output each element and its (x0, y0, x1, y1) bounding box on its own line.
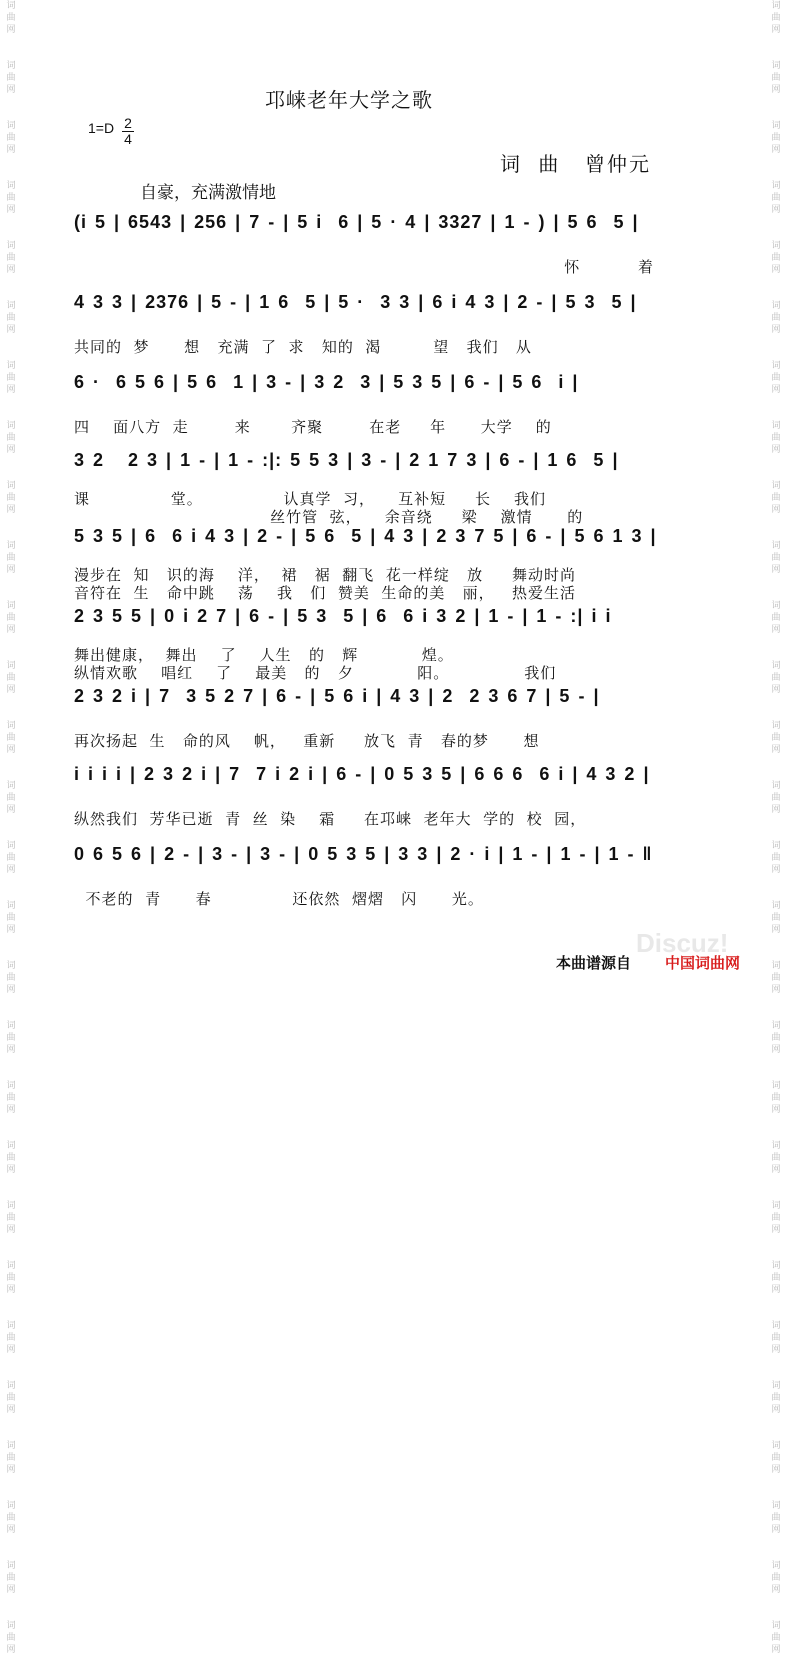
staff-line-2 (60, 292, 720, 372)
watermark-text: 词 曲 网 (771, 301, 781, 335)
watermark-text: 词 曲 网 (6, 1201, 16, 1235)
watermark-left-column (2, 0, 20, 1655)
staff-line-8 (60, 764, 720, 844)
staff-line-9 (60, 844, 720, 924)
watermark-text: 词 曲 网 (771, 1441, 781, 1475)
watermark-text: 词 曲 网 (6, 1, 16, 35)
staff-lyric-verse2: 音符在 生 命中跳 荡 我 们 赞美 生命的美 丽， 热爱生活 (74, 584, 576, 602)
staff-lyric-verse1: 舞出健康， 舞出 了 人生 的 辉 煌。 (74, 646, 454, 664)
watermark-text: 词 曲 网 (771, 1381, 781, 1415)
key-signature: 1=D (88, 120, 115, 136)
staff-notes: 2 3 5 5 | 0 i 2 7 | 6 - | 5 3 5 | 6 6 i 3 2 | 1 - | 1 - :| i i (74, 606, 612, 626)
watermark-text: 词 曲 网 (771, 421, 781, 455)
staff-lyric: 共同的 梦 想 充满 了 求 知的 渴 望 我们 从 (74, 338, 532, 356)
time-signature-numerator: 2 (122, 116, 134, 132)
watermark-text: 词 曲 网 (771, 1321, 781, 1355)
watermark-text: 词 曲 网 (6, 1321, 16, 1355)
watermark-text: 词 曲 网 (771, 1141, 781, 1175)
watermark-text: 词 曲 网 (771, 1081, 781, 1115)
watermark-text: 词 曲 网 (6, 361, 16, 395)
watermark-text: 词 曲 网 (771, 541, 781, 575)
watermark-text: 词 曲 网 (6, 721, 16, 755)
staff-lyric-verse1: 漫步在 知 识的海 洋， 裙 裾 翻飞 花一样绽 放 舞动时尚 (74, 566, 576, 584)
staff-lyric: 四 面八方 走 来 齐聚 在老 年 大学 的 (74, 418, 552, 436)
watermark-text: 词 曲 网 (6, 1141, 16, 1175)
watermark-text: 词 曲 网 (771, 481, 781, 515)
time-signature (122, 116, 134, 147)
watermark-text: 词 曲 网 (6, 481, 16, 515)
watermark-text: 词 曲 网 (6, 1561, 16, 1595)
watermark-text: 词 曲 网 (771, 601, 781, 635)
watermark-right-column (767, 0, 785, 1655)
watermark-text: 词 曲 网 (771, 781, 781, 815)
watermark-text: 词 曲 网 (771, 721, 781, 755)
watermark-text: 词 曲 网 (6, 601, 16, 635)
staff-lyric-verse2: 纵情欢歌 唱红 了 最美 的 夕 阳。 我们 (74, 664, 557, 682)
staff-line-1 (60, 212, 720, 292)
watermark-text: 词 曲 网 (6, 121, 16, 155)
watermark-text: 词 曲 网 (6, 1381, 16, 1415)
staff-notes: 5 3 5 | 6 6 i 4 3 | 2 - | 5 6 5 | 4 3 | 2 3 7 5 | 6 - | 5 6 1 3 | (74, 526, 657, 546)
staff-line-6 (60, 606, 720, 686)
watermark-text: 词 曲 网 (771, 1261, 781, 1295)
watermark-text: 词 曲 网 (6, 61, 16, 95)
watermark-text: 词 曲 网 (771, 181, 781, 215)
site-name-link[interactable]: 中国词曲网 (665, 954, 741, 972)
staff-lyric-verse2: 丝竹管 弦， 余音绕 梁 激情 的 (74, 508, 584, 526)
staff-notes: i i i i | 2 3 2 i | 7 7 i 2 i | 6 - | 0 5 3 5 | 6 6 6 6 i | 4 3 2 | (74, 764, 650, 784)
watermark-text: 词 曲 网 (6, 1621, 16, 1655)
staff-notes: 2 3 2 i | 7 3 5 2 7 | 6 - | 5 6 i | 4 3 | 2 2 3 6 7 | 5 - | (74, 686, 600, 706)
watermark-text: 词 曲 网 (6, 421, 16, 455)
watermark-text: 词 曲 网 (6, 301, 16, 335)
watermark-text: 词 曲 网 (771, 1021, 781, 1055)
staff-notes: (i 5 | 6543 | 256 | 7 - | 5 i 6 | 5 · 4 | 3327 | 1 - ) | 5 6 5 | (74, 212, 639, 232)
watermark-text: 词 曲 网 (771, 661, 781, 695)
watermark-text: 词 曲 网 (6, 1441, 16, 1475)
staff-notes: 0 6 5 6 | 2 - | 3 - | 3 - | 0 5 3 5 | 3 3 | 2 · i | 1 - | 1 - | 1 - ‖ (74, 844, 653, 864)
staff-line-7 (60, 686, 720, 766)
staff-line-3 (60, 372, 720, 452)
staff-lyric: 再次扬起 生 命的风 帆， 重新 放飞 青 春的梦 想 (74, 732, 540, 750)
watermark-text: 词 曲 网 (6, 1261, 16, 1295)
staff-notes: 3 2 2 3 | 1 - | 1 - :|: 5 5 3 | 3 - | 2 1 7 3 | 6 - | 1 6 5 | (74, 450, 619, 470)
composer-name: 曾仲元 (585, 152, 651, 176)
faint-logo-watermark: Discuz! (636, 928, 729, 958)
watermark-text: 词 曲 网 (6, 1501, 16, 1535)
watermark-text: 词 曲 网 (771, 61, 781, 95)
watermark-text: 词 曲 网 (6, 841, 16, 875)
staff-lyric: 纵然我们 芳华已逝 青 丝 染 霜 在邛崃 老年大 学的 校 园， (74, 810, 587, 828)
watermark-text: 词 曲 网 (6, 1081, 16, 1115)
watermark-text: 词 曲 网 (771, 1561, 781, 1595)
watermark-text: 词 曲 网 (771, 901, 781, 935)
staff-line-5 (60, 526, 720, 606)
staff-notes: 6 · 6 5 6 | 5 6 1 | 3 - | 3 2 3 | 5 3 5 | 6 - | 5 6 i | (74, 372, 579, 392)
watermark-text: 词 曲 网 (6, 661, 16, 695)
watermark-text: 词 曲 网 (771, 121, 781, 155)
staff-lyric: 不老的 青 春 还依然 熠熠 闪 光。 (74, 890, 484, 908)
watermark-text: 词 曲 网 (771, 361, 781, 395)
time-signature-denominator: 4 (124, 131, 132, 147)
watermark-text: 词 曲 网 (6, 901, 16, 935)
watermark-text: 词 曲 网 (771, 241, 781, 275)
staff-line-4 (60, 450, 720, 530)
source-label: 本曲谱源自 (556, 954, 632, 972)
song-title: 邛崃老年大学之歌 (265, 88, 433, 112)
watermark-text: 词 曲 网 (771, 1501, 781, 1535)
watermark-text: 词 曲 网 (771, 1621, 781, 1655)
watermark-text: 词 曲 网 (6, 181, 16, 215)
watermark-text: 词 曲 网 (6, 541, 16, 575)
staff-notes: 4 3 3 | 2376 | 5 - | 1 6 5 | 5 · 3 3 | 6 i 4 3 | 2 - | 5 3 5 | (74, 292, 637, 312)
watermark-text: 词 曲 网 (6, 241, 16, 275)
expression-mark: 自豪，充满激情地 (140, 183, 276, 203)
watermark-text: 词 曲 网 (6, 781, 16, 815)
watermark-text: 词 曲 网 (771, 1, 781, 35)
watermark-text: 词 曲 网 (771, 961, 781, 995)
staff-lyric-verse1: 课 堂。 认真学 习， 互补短 长 我们 (74, 490, 547, 508)
watermark-text: 词 曲 网 (771, 1201, 781, 1235)
credit-label: 词 曲 (500, 152, 565, 176)
watermark-text: 词 曲 网 (6, 961, 16, 995)
watermark-text: 词 曲 网 (771, 841, 781, 875)
staff-lyric: 怀 着 (74, 258, 654, 276)
watermark-text: 词 曲 网 (6, 1021, 16, 1055)
